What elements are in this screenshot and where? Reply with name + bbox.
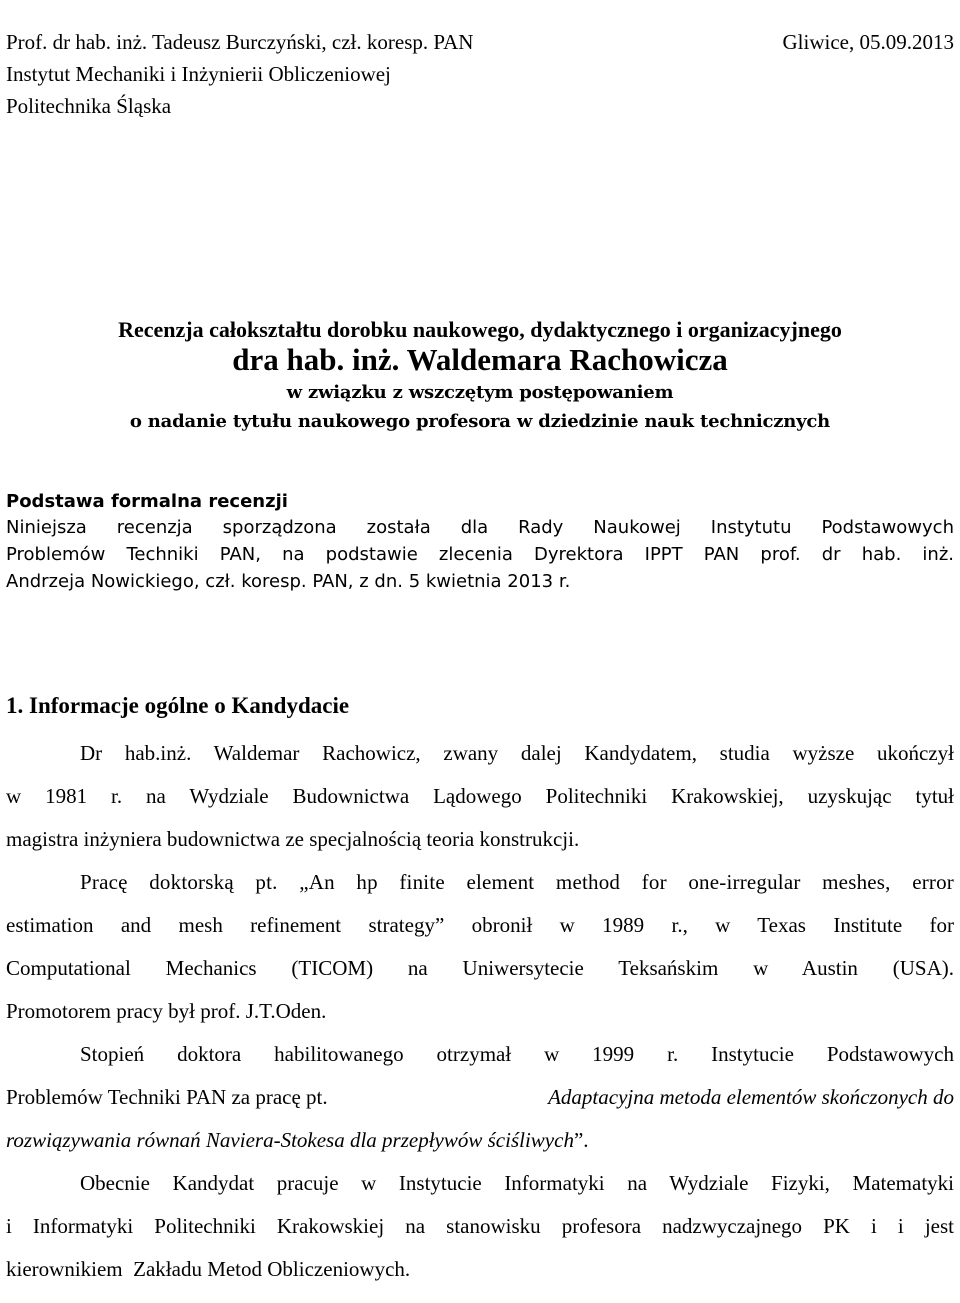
proceedings-context: w związku z wszczętym postępowaniem — [286, 382, 674, 403]
closing-quote: ”. — [573, 1128, 589, 1152]
paragraph-line: Obecnie Kandydat pracuje w Instytucie Informatyki na Wydziale Fizyki, Matematyki — [80, 1171, 954, 1195]
title-field-context: o nadanie tytułu naukowego profesora w dziedzinie nauk technicznych — [129, 411, 831, 432]
author-institute: Instytut Mechaniki i Inżynierii Obliczeniowej — [6, 62, 391, 86]
paragraph-line: Computational Mechanics (TICOM) na Uniwersytecie Teksańskim w Austin (USA). — [6, 956, 954, 980]
paragraph-line: Dr hab.inż. Waldemar Rachowicz, zwany dalej Kandydatem, studia wyższe ukończył — [80, 741, 954, 765]
basis-line: Problemów Techniki PAN, na podstawie zlecenia Dyrektora IPPT PAN prof. dr hab. inż. — [6, 544, 954, 565]
paragraph-line: Promotorem pracy był prof. J.T.Oden. — [6, 999, 327, 1023]
habilitation-title-part1: Adaptacyjna metoda elementów skończonych do — [548, 1085, 954, 1109]
paragraph-line: Stopień doktora habilitowanego otrzymał w 1999 r. Instytucie Podstawowych — [80, 1042, 954, 1066]
basis-line: Niniejsza recenzja sporządzona została dla Rady Naukowej Instytutu Podstawowych — [6, 517, 954, 538]
section-1-body — [6, 732, 954, 1291]
paragraph-line-mixed — [6, 1119, 954, 1162]
paragraph-line: estimation and mesh refinement strategy” obronił w 1989 r., w Texas Institute for — [6, 913, 954, 937]
paragraph-line: magistra inżyniera budownictwa ze specjalnością teoria konstrukcji. — [6, 827, 580, 851]
author-university: Politechnika Śląska — [6, 94, 172, 118]
document-date: Gliwice, 05.09.2013 — [782, 30, 954, 54]
paragraph-line: i Informatyki Politechniki Krakowskiej na stanowisku profesora nadzwyczajnego PK i i jest — [6, 1214, 954, 1238]
candidate-name: dra hab. inż. Waldemara Rachowicza — [232, 342, 728, 377]
paragraph-line-mixed — [6, 1076, 954, 1119]
review-title: Recenzja całokształtu dorobku naukowego, dydaktycznego i organizacyjnego — [118, 317, 842, 342]
paragraph-line: Pracę doktorską pt. „An hp finite element method for one-irregular meshes, error — [80, 870, 954, 894]
paragraph-line: kierownikiem Zakładu Metod Obliczeniowych. — [6, 1257, 411, 1281]
section-1-heading: 1. Informacje ogólne o Kandydacie — [6, 693, 350, 718]
author-name: Prof. dr hab. inż. Tadeusz Burczyński, czł. koresp. PAN — [6, 30, 474, 54]
habilitation-title-part2: rozwiązywania równań Naviera-Stokesa dla przepływów ściśliwych — [6, 1128, 574, 1152]
formal-basis-heading: Podstawa formalna recenzji — [6, 491, 288, 512]
habilitation-prefix: Problemów Techniki PAN za pracę pt. — [6, 1085, 328, 1109]
formal-basis-paragraph — [6, 514, 954, 595]
paragraph-line: w 1981 r. na Wydziale Budownictwa Lądowego Politechniki Krakowskiej, uzyskując tytuł — [6, 784, 954, 808]
author-block — [6, 26, 473, 122]
basis-line: Andrzeja Nowickiego, czł. koresp. PAN, z dn. 5 kwietnia 2013 r. — [6, 571, 571, 592]
